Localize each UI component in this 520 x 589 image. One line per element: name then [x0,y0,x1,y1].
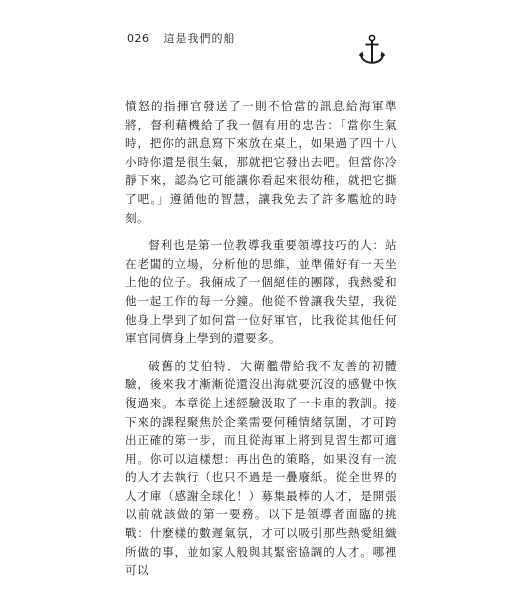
paragraph: 破舊的艾伯特．大衛艦帶給我不友善的初體驗，後來我才漸漸從還沒出海就要沉沒的感覺中恢復過來。本章從上述經驗汲取了一卡車的教訓。接下來的課程聚焦於企業需要何種情緒氛圍，才可跨出正確的第一步，而且從海軍上將到見習生都可適用。你可以這樣想：再出色的策略，如果沒有一流的人才去執行（也只不過是一疊廢紙。從全世界的人才庫（感謝全球化！）募集最棒的人才，是開張以前就該做的第一要務。以下是領導者面臨的挑戰：什麼樣的數遲氣氛，才可以吸引那些熱愛組織所做的事，並如家人般與其緊密協調的人才。哪裡可以 [125,358,397,578]
anchor-icon [357,34,387,66]
page-header [127,28,236,48]
running-title: 這是我們的船 [163,32,236,45]
body-text [125,97,397,589]
page-number: 026 [127,31,150,45]
paragraph: 督利也是第一位教導我重要領導技巧的人：站在老闆的立場，分析他的思維，並準備好有一天坐上他的位子。我倆成了一個絕佳的團隊，我熱愛和他一起工作的每一分鐘。他從不曾讓我失望，我從他身上學到了如何當一位好軍官，比我從其他任何軍官同儕身上學到的還要多。 [125,238,397,346]
paragraph: 憤怒的指揮官發送了一則不恰當的訊息給海軍準將，督利藉機給了我一個有用的忠告：「當你生氣時，把你的訊息寫下來放在桌上，如果過了四十八小時你還是很生氣，那就把它發出去吧。但當你冷靜下來，認為它可能讓你看起來很幼稚，就把它撕了吧。」遵循他的智慧，讓我免去了許多尷尬的時刻。 [125,99,397,225]
